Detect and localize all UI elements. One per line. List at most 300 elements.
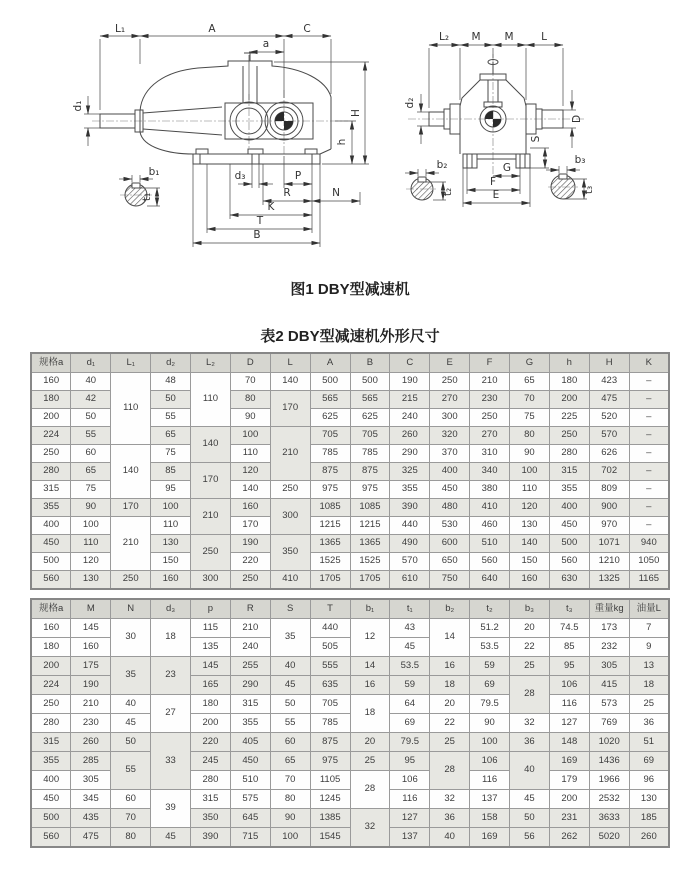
table-cell: 190 bbox=[390, 373, 430, 391]
table-cell: 169 bbox=[549, 752, 589, 771]
table-cell: 505 bbox=[310, 638, 350, 657]
table-cell: 320 bbox=[430, 427, 470, 445]
table-cell: 480 bbox=[430, 499, 470, 517]
table-cell: 53.5 bbox=[390, 657, 430, 676]
table-cell: 160 bbox=[510, 571, 550, 590]
dim-label-b1: b₁ bbox=[148, 166, 160, 178]
table-cell: 390 bbox=[390, 499, 430, 517]
table-cell: 18 bbox=[151, 619, 191, 657]
column-header: E bbox=[430, 353, 470, 373]
table-cell: 40 bbox=[430, 828, 470, 848]
table-cell: 260 bbox=[390, 427, 430, 445]
table-cell: 185 bbox=[629, 809, 669, 828]
table-cell: 450 bbox=[549, 517, 589, 535]
dim-label-h: h bbox=[336, 138, 348, 146]
table-cell: 560 bbox=[31, 828, 71, 848]
table-cell: 1085 bbox=[350, 499, 390, 517]
dim-label-b2: b₂ bbox=[436, 159, 448, 171]
table-cell: 42 bbox=[71, 391, 111, 409]
column-header: L₂ bbox=[191, 353, 231, 373]
table-cell: 630 bbox=[549, 571, 589, 590]
table-cell: 705 bbox=[310, 695, 350, 714]
table-cell: 80 bbox=[111, 828, 151, 848]
dimension-labels bbox=[72, 23, 595, 241]
table-cell: – bbox=[629, 445, 669, 463]
table-cell: 127 bbox=[390, 809, 430, 828]
table-cell: 56 bbox=[510, 828, 550, 848]
table-cell: 1020 bbox=[589, 733, 629, 752]
table-cell: 120 bbox=[510, 499, 550, 517]
table-cell: 40 bbox=[270, 657, 310, 676]
table-cell: 560 bbox=[31, 571, 71, 590]
table-cell: – bbox=[629, 391, 669, 409]
table-cell: 1105 bbox=[310, 771, 350, 790]
table-cell: 55 bbox=[71, 427, 111, 445]
table-cell: 1215 bbox=[310, 517, 350, 535]
table-cell: 530 bbox=[430, 517, 470, 535]
table-cell: 45 bbox=[151, 828, 191, 848]
column-header: d₂ bbox=[151, 353, 191, 373]
table-cell: 415 bbox=[589, 676, 629, 695]
dim-label-G: G bbox=[502, 162, 512, 174]
table-cell: 140 bbox=[191, 427, 231, 463]
table-cell: 210 bbox=[270, 427, 310, 481]
table-cell: 220 bbox=[230, 553, 270, 571]
table-cell: 80 bbox=[270, 790, 310, 809]
table-cell: 160 bbox=[71, 638, 111, 657]
table-row bbox=[31, 373, 669, 391]
table-cell: 230 bbox=[71, 714, 111, 733]
table-cell: 32 bbox=[510, 714, 550, 733]
table-cell: 645 bbox=[230, 809, 270, 828]
table-cell: 95 bbox=[151, 481, 191, 499]
table-cell: 135 bbox=[191, 638, 231, 657]
table-cell: 40 bbox=[71, 373, 111, 391]
table-cell: 106 bbox=[390, 771, 430, 790]
table-cell: 25 bbox=[430, 733, 470, 752]
dim-label-t3: t₃ bbox=[583, 185, 595, 195]
table-cell: 96 bbox=[629, 771, 669, 790]
column-header: 规格a bbox=[31, 353, 71, 373]
table-cell: 35 bbox=[270, 619, 310, 657]
table-cell: 450 bbox=[230, 752, 270, 771]
table-cell: 705 bbox=[310, 427, 350, 445]
table-cell: 12 bbox=[350, 619, 390, 657]
table-cell: 180 bbox=[31, 391, 71, 409]
table-cell: 170 bbox=[270, 391, 310, 427]
table-cell: 60 bbox=[270, 733, 310, 752]
table-cell: 315 bbox=[31, 481, 71, 499]
table-cell: 224 bbox=[31, 676, 71, 695]
table-cell: 70 bbox=[270, 771, 310, 790]
table-cell: 85 bbox=[549, 638, 589, 657]
table-cell: 20 bbox=[350, 733, 390, 752]
table-cell: 520 bbox=[589, 409, 629, 427]
dim-label-D: D bbox=[571, 114, 583, 124]
table-cell: 65 bbox=[151, 427, 191, 445]
dim-label-M2: M bbox=[504, 31, 514, 43]
table-cell: 270 bbox=[470, 427, 510, 445]
table-cell: 20 bbox=[510, 619, 550, 638]
dim-label-L2: L₂ bbox=[438, 31, 450, 43]
column-header: t₁ bbox=[390, 599, 430, 619]
table-cell: 575 bbox=[230, 790, 270, 809]
table-cell: 565 bbox=[350, 391, 390, 409]
table-cell: 45 bbox=[270, 676, 310, 695]
column-header: A bbox=[310, 353, 350, 373]
column-header: h bbox=[549, 353, 589, 373]
table-cell: 610 bbox=[390, 571, 430, 590]
table-cell: 410 bbox=[470, 499, 510, 517]
table-cell: 45 bbox=[390, 638, 430, 657]
table-cell: 69 bbox=[390, 714, 430, 733]
dim-label-L: L bbox=[541, 31, 547, 43]
table-cell: 290 bbox=[230, 676, 270, 695]
table-cell: 60 bbox=[71, 445, 111, 463]
table-cell: 106 bbox=[470, 752, 510, 771]
table-cell: 210 bbox=[230, 619, 270, 638]
table-cell: 39 bbox=[151, 790, 191, 828]
table-cell: 65 bbox=[71, 463, 111, 481]
table-cell: 16 bbox=[350, 676, 390, 695]
table-cell: 150 bbox=[510, 553, 550, 571]
table-cell: 500 bbox=[350, 373, 390, 391]
table-cell: 355 bbox=[31, 499, 71, 517]
table-cell: 145 bbox=[71, 619, 111, 638]
table-cell: 325 bbox=[390, 463, 430, 481]
table-cell: 33 bbox=[151, 733, 191, 790]
table-cell: 55 bbox=[270, 714, 310, 733]
table-cell: 180 bbox=[191, 695, 231, 714]
table-cell: 60 bbox=[111, 790, 151, 809]
table-cell: 450 bbox=[31, 790, 71, 809]
table-cell: 390 bbox=[191, 828, 231, 848]
dim-label-R: R bbox=[283, 187, 291, 199]
table-cell: 625 bbox=[350, 409, 390, 427]
table-cell: 270 bbox=[430, 391, 470, 409]
table-cell: 440 bbox=[390, 517, 430, 535]
table-cell: 975 bbox=[350, 481, 390, 499]
table-cell: 120 bbox=[230, 463, 270, 481]
table-cell: 116 bbox=[390, 790, 430, 809]
table-cell: 50 bbox=[510, 809, 550, 828]
table-cell: 25 bbox=[510, 657, 550, 676]
table-cell: 500 bbox=[549, 535, 589, 553]
table-cell: 116 bbox=[549, 695, 589, 714]
table-title: 表2 DBY型减速机外形尺寸 bbox=[260, 328, 440, 345]
column-header: G bbox=[510, 353, 550, 373]
table-cell: 410 bbox=[270, 571, 310, 590]
table-cell: 100 bbox=[270, 828, 310, 848]
table-cell: 90 bbox=[470, 714, 510, 733]
column-header: D bbox=[230, 353, 270, 373]
table-cell: 190 bbox=[230, 535, 270, 553]
table-cell: 110 bbox=[111, 373, 151, 445]
table-cell: 250 bbox=[31, 445, 71, 463]
dim-label-T: T bbox=[256, 215, 264, 227]
column-header: p bbox=[191, 599, 231, 619]
table-cell: 285 bbox=[71, 752, 111, 771]
dim-label-d1: d₁ bbox=[72, 100, 84, 112]
table-cell: 500 bbox=[31, 553, 71, 571]
table-cell: 702 bbox=[589, 463, 629, 481]
table-cell: 160 bbox=[230, 499, 270, 517]
table-cell: 13 bbox=[629, 657, 669, 676]
column-header: R bbox=[230, 599, 270, 619]
table-cell: 106 bbox=[549, 676, 589, 695]
table-cell: 75 bbox=[151, 445, 191, 463]
column-header: K bbox=[629, 353, 669, 373]
table-cell: 51 bbox=[629, 733, 669, 752]
table-cell: 140 bbox=[510, 535, 550, 553]
table-cell: 555 bbox=[310, 657, 350, 676]
table-cell: 110 bbox=[230, 445, 270, 463]
table-cell: 110 bbox=[71, 535, 111, 553]
column-header: b₂ bbox=[430, 599, 470, 619]
table-cell: 28 bbox=[510, 676, 550, 714]
table-cell: 1436 bbox=[589, 752, 629, 771]
dim-label-t2: t₂ bbox=[442, 187, 454, 197]
table-cell: 250 bbox=[31, 695, 71, 714]
table-cell: 180 bbox=[549, 373, 589, 391]
table-cell: 1165 bbox=[629, 571, 669, 590]
table-cell: 260 bbox=[71, 733, 111, 752]
table-cell: 130 bbox=[151, 535, 191, 553]
table-cell: 1365 bbox=[310, 535, 350, 553]
table-cell: 231 bbox=[549, 809, 589, 828]
column-header: 规格a bbox=[31, 599, 71, 619]
table-cell: 215 bbox=[390, 391, 430, 409]
table-cell: 435 bbox=[71, 809, 111, 828]
dim-label-H: H bbox=[350, 109, 362, 117]
table-cell: 127 bbox=[549, 714, 589, 733]
table-cell: 100 bbox=[71, 517, 111, 535]
table-cell: 28 bbox=[430, 752, 470, 790]
table-cell: 970 bbox=[589, 517, 629, 535]
table-cell: 130 bbox=[71, 571, 111, 590]
table-cell: 240 bbox=[230, 638, 270, 657]
table-cell: 280 bbox=[31, 463, 71, 481]
dim-label-F: F bbox=[489, 176, 497, 188]
table-cell: 635 bbox=[310, 676, 350, 695]
table-cell: 40 bbox=[510, 752, 550, 790]
table-cell: 1215 bbox=[350, 517, 390, 535]
table-cell: 290 bbox=[390, 445, 430, 463]
table-cell: 245 bbox=[191, 752, 231, 771]
table-row bbox=[31, 445, 669, 463]
column-header: t₂ bbox=[470, 599, 510, 619]
table-cell: 809 bbox=[589, 481, 629, 499]
table-cell: 250 bbox=[270, 481, 310, 499]
table-cell: 69 bbox=[629, 752, 669, 771]
table-cell: 785 bbox=[310, 445, 350, 463]
table-cell: 14 bbox=[350, 657, 390, 676]
dim-label-S: S bbox=[530, 135, 542, 143]
table-cell: 100 bbox=[470, 733, 510, 752]
column-header: d₃ bbox=[151, 599, 191, 619]
table-cell: 400 bbox=[31, 771, 71, 790]
table-cell: 137 bbox=[390, 828, 430, 848]
table-cell: 475 bbox=[71, 828, 111, 848]
table-cell: 225 bbox=[549, 409, 589, 427]
table-cell: 600 bbox=[430, 535, 470, 553]
table-cell: 110 bbox=[151, 517, 191, 535]
table-cell: 262 bbox=[549, 828, 589, 848]
table-cell: 90 bbox=[71, 499, 111, 517]
table-cell: 250 bbox=[470, 409, 510, 427]
table-cell: 450 bbox=[430, 481, 470, 499]
table-cell: 232 bbox=[589, 638, 629, 657]
table-cell: – bbox=[629, 373, 669, 391]
column-header: H bbox=[589, 353, 629, 373]
table-cell: 280 bbox=[191, 771, 231, 790]
column-header: L₁ bbox=[111, 353, 151, 373]
table-cell: 355 bbox=[230, 714, 270, 733]
table-cell: 1525 bbox=[350, 553, 390, 571]
table-cell: 50 bbox=[151, 391, 191, 409]
dim-label-a: a bbox=[262, 38, 270, 50]
table-cell: 280 bbox=[31, 714, 71, 733]
table-cell: 27 bbox=[151, 695, 191, 733]
table-cell: 1385 bbox=[310, 809, 350, 828]
table-cell: 1085 bbox=[310, 499, 350, 517]
table-cell: 210 bbox=[191, 499, 231, 535]
table-cell: 90 bbox=[510, 445, 550, 463]
table-cell: 370 bbox=[430, 445, 470, 463]
table-cell: 64 bbox=[390, 695, 430, 714]
table-cell: 310 bbox=[470, 445, 510, 463]
table-cell: 300 bbox=[191, 571, 231, 590]
table-cell: 145 bbox=[191, 657, 231, 676]
table-cell: 130 bbox=[510, 517, 550, 535]
table-cell: 200 bbox=[549, 391, 589, 409]
table-cell: 53.5 bbox=[470, 638, 510, 657]
table-cell: 18 bbox=[430, 676, 470, 695]
column-header: B bbox=[350, 353, 390, 373]
column-header: N bbox=[111, 599, 151, 619]
table-cell: – bbox=[629, 463, 669, 481]
table-cell: 570 bbox=[589, 427, 629, 445]
table-cell: 148 bbox=[549, 733, 589, 752]
table-cell: 875 bbox=[310, 463, 350, 481]
table-cell: 48 bbox=[151, 373, 191, 391]
column-header: 油量L bbox=[629, 599, 669, 619]
table-cell: 640 bbox=[470, 571, 510, 590]
center-target-icon bbox=[485, 111, 493, 119]
table-cell: 65 bbox=[510, 373, 550, 391]
table-cell: 50 bbox=[111, 733, 151, 752]
table-cell: 1050 bbox=[629, 553, 669, 571]
table-cell: 80 bbox=[510, 427, 550, 445]
table-cell: 450 bbox=[31, 535, 71, 553]
figure-caption: 图1 DBY型减速机 bbox=[290, 281, 410, 298]
table-cell: 115 bbox=[191, 619, 231, 638]
table-cell: 45 bbox=[510, 790, 550, 809]
table-cell: 200 bbox=[31, 657, 71, 676]
table-cell: 210 bbox=[470, 373, 510, 391]
table-cell: 255 bbox=[230, 657, 270, 676]
table-cell: 355 bbox=[390, 481, 430, 499]
table-cell: 50 bbox=[270, 695, 310, 714]
dimension-table-1 bbox=[30, 352, 670, 590]
dim-label-M1: M bbox=[471, 31, 481, 43]
table-row bbox=[31, 695, 669, 714]
table-cell: 140 bbox=[230, 481, 270, 499]
table-cell: 36 bbox=[430, 809, 470, 828]
table-cell: 305 bbox=[71, 771, 111, 790]
table-cell: 1245 bbox=[310, 790, 350, 809]
table-cell: 280 bbox=[549, 445, 589, 463]
table-cell: 220 bbox=[191, 733, 231, 752]
table-cell: 560 bbox=[549, 553, 589, 571]
column-header: L bbox=[270, 353, 310, 373]
table-cell: 315 bbox=[549, 463, 589, 481]
table-cell: 355 bbox=[31, 752, 71, 771]
dim-label-P: P bbox=[294, 170, 302, 182]
dim-label-B: B bbox=[253, 229, 261, 241]
table-cell: 28 bbox=[350, 771, 390, 809]
column-header: b₁ bbox=[350, 599, 390, 619]
table-cell: 140 bbox=[270, 373, 310, 391]
table-cell: 875 bbox=[310, 733, 350, 752]
table-cell: 55 bbox=[151, 409, 191, 427]
table-cell: 40 bbox=[111, 695, 151, 714]
table-cell: 250 bbox=[430, 373, 470, 391]
table-cell: 1071 bbox=[589, 535, 629, 553]
column-header: d₁ bbox=[71, 353, 111, 373]
column-header: C bbox=[390, 353, 430, 373]
table-cell: 250 bbox=[549, 427, 589, 445]
table-cell: 22 bbox=[510, 638, 550, 657]
table-cell: 940 bbox=[629, 535, 669, 553]
table-cell: 510 bbox=[230, 771, 270, 790]
table-cell: 150 bbox=[151, 553, 191, 571]
table-cell: 36 bbox=[510, 733, 550, 752]
dim-label-C: C bbox=[303, 23, 311, 35]
table-cell: 23 bbox=[151, 657, 191, 695]
table-cell: 345 bbox=[71, 790, 111, 809]
column-header: T bbox=[310, 599, 350, 619]
table-cell: 95 bbox=[390, 752, 430, 771]
table-row bbox=[31, 499, 669, 517]
table-cell: 440 bbox=[310, 619, 350, 638]
table-cell: 750 bbox=[430, 571, 470, 590]
table-cell: 95 bbox=[549, 657, 589, 676]
table-cell: 340 bbox=[470, 463, 510, 481]
table-cell: – bbox=[629, 499, 669, 517]
table-cell: 769 bbox=[589, 714, 629, 733]
table-cell: 137 bbox=[470, 790, 510, 809]
table-cell: 900 bbox=[589, 499, 629, 517]
table-cell: 75 bbox=[71, 481, 111, 499]
table-cell: 170 bbox=[111, 499, 151, 517]
table-cell: 75 bbox=[510, 409, 550, 427]
table-cell: 160 bbox=[31, 373, 71, 391]
table-cell: 116 bbox=[470, 771, 510, 790]
table-cell: 14 bbox=[430, 619, 470, 657]
table-cell: 500 bbox=[310, 373, 350, 391]
table-cell: 500 bbox=[31, 809, 71, 828]
table-cell: 51.2 bbox=[470, 619, 510, 638]
dim-label-K: K bbox=[267, 201, 275, 213]
table-cell: 79.5 bbox=[390, 733, 430, 752]
table-cell: 260 bbox=[629, 828, 669, 848]
table-cell: 65 bbox=[270, 752, 310, 771]
table-cell: 350 bbox=[191, 809, 231, 828]
table-cell: 30 bbox=[111, 619, 151, 657]
column-header: S bbox=[270, 599, 310, 619]
table-cell: 200 bbox=[191, 714, 231, 733]
